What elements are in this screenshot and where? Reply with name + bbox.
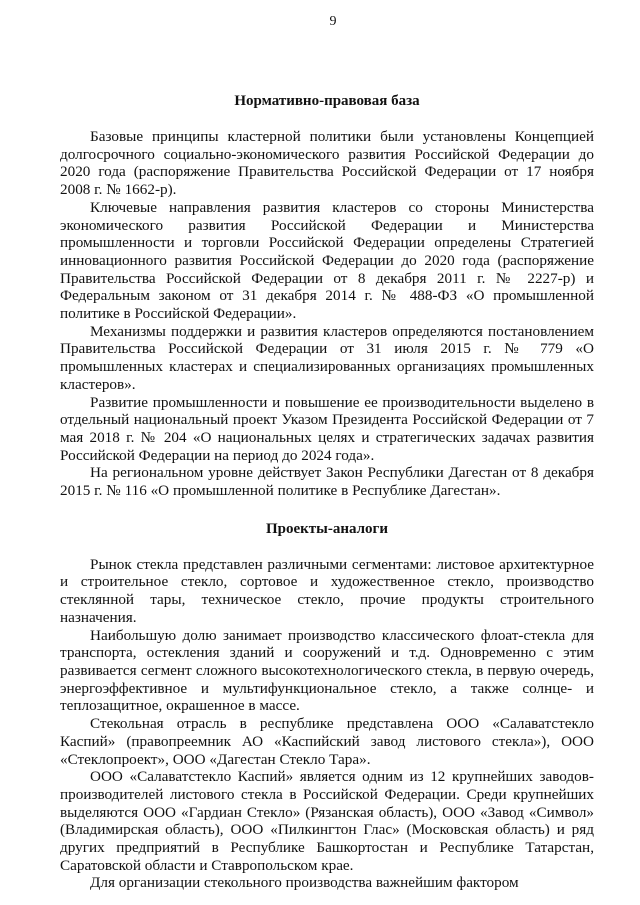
section-legal-framework xyxy=(60,92,594,500)
paragraph: Рынок стекла представлен различными сегментами: листовое архитектурное и строительное стекло, сортовое и художественное стекло, производство стеклянной тары, техническое стекло, прочие продукты строительного назначения. xyxy=(60,555,594,626)
section-analog-projects xyxy=(60,520,594,892)
paragraph: Ключевые направления развития кластеров со стороны Министерства экономического развития Российской Федерации и Министерства промышленности и торговли Российской Федерации определены Стратегией инновационного развития Российской Федерации до 2020 года (распоряжение Правительства Российской Федерации от 8 декабря 2011 г. № 2227-р) и Федеральным законом от 31 декабря 2014 г. № 488-ФЗ «О промышленной политике в Российской Федерации». xyxy=(60,198,594,323)
paragraph: Для организации стекольного производства важнейшим фактором xyxy=(90,874,519,892)
paragraph: Наибольшую долю занимает производство классического флоат-стекла для транспорта, остекления зданий и сооружений и т.д. Одновременно с этим развивается сегмент сложного высокотехнологического стекла, в первую очередь, энергоэффективное и мультифункциональное стекло, а также солнце- и теплозащитное, окрашенное в массе. xyxy=(60,626,594,715)
paragraph: Развитие промышленности и повышение ее производительности выделено в отдельный национальный проект Указом Президента Российской Федерации от 7 мая 2018 г. № 204 «О национальных целях и стратегических задачах развития Российской Федерации на период до 2024 года». xyxy=(60,393,594,464)
paragraph: ООО «Салаватстекло Каспий» является одним из 12 крупнейших заводов-производителей листового стекла в Российской Федерации. Среди крупнейших выделяются ООО «Гардиан Стекло» (Рязанская область), ООО «Завод «Символ» (Владимирская область), ООО «Пилкингтон Глас» (Московская область) и ряд других предприятий в Республике Башкортостан и Республике Татарстан, Саратовской области и Ставропольском крае. xyxy=(60,768,594,874)
section-title: Нормативно-правовая база xyxy=(234,93,420,109)
paragraph: На региональном уровне действует Закон Республики Дагестан от 8 декабря 2015 г. № 116 «О промышленной политике в Республике Дагестан». xyxy=(60,464,594,500)
section-title: Проекты-аналоги xyxy=(265,520,389,537)
paragraph: Механизмы поддержки и развития кластеров определяются постановлением Правительства Российской Федерации от 31 июля 2015 г. № 779 «О промышленных кластерах и специализированных организациях промышленных кластеров». xyxy=(60,322,594,393)
page-number: 9 xyxy=(329,14,337,29)
paragraph: Стекольная отрасль в республике представлена ООО «Салаватстекло Каспий» (правопреемник АО «Каспийский завод листового стекла»), ООО «Стеклопроект», ООО «Дагестан Стекло Тара». xyxy=(60,715,594,768)
paragraph: Базовые принципы кластерной политики были установлены Концепцией долгосрочного социально-экономического развития Российской Федерации до 2020 года (распоряжение Правительства Российской Федерации от 17 ноября 2008 г. № 1662-р). xyxy=(60,128,594,199)
